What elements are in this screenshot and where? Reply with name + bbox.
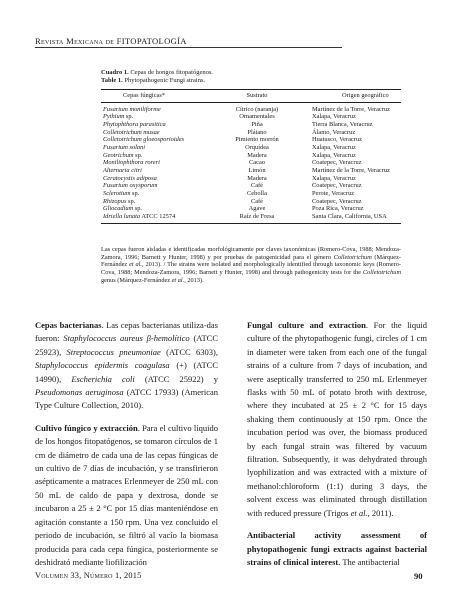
table-row — [101, 182, 401, 190]
cell-origin: Xalapa, Veracruz — [312, 151, 356, 159]
footnote-text: (Márquez-Fernández — [101, 253, 401, 269]
strain-name: Fusarium solani — [103, 143, 146, 151]
cell-strain — [101, 129, 216, 137]
strain-name: Rhizopus — [103, 197, 127, 205]
cell-substrate: Madera — [247, 151, 267, 159]
cell-strain — [101, 113, 216, 121]
body-text: (+) (ATCC 14990), — [35, 360, 219, 384]
strain-name: Moniliophthora roreri — [103, 159, 160, 167]
cell-substrate: Café — [250, 197, 264, 205]
body-text: (ATCC 17933) (American Type Culture Collection, 2010). — [35, 387, 218, 411]
cell-strain — [101, 144, 216, 152]
cell-origin: Coatepec, Veracruz — [312, 159, 362, 167]
cell-substrate: Cacao — [249, 159, 265, 167]
cell-substrate: Café — [250, 182, 264, 190]
caption-en-text: Phytopathogenic Fungi strains. — [122, 76, 206, 84]
body-text: (ATCC 6303), — [160, 346, 218, 357]
header-origin: Origen geográfico — [298, 90, 401, 103]
table-footnote — [101, 246, 401, 285]
caption-en-label: Table 1. — [101, 76, 123, 84]
cell-substrate: Cítrico (naranja) — [235, 105, 279, 113]
cell-origin: Coatepec, Veracruz — [312, 197, 362, 205]
footnote-text: genus (Márquez-Fernández — [101, 276, 172, 284]
footnote-etal: et al. — [171, 276, 185, 284]
header-rule — [35, 47, 342, 48]
cell-substrate: Orquídea — [245, 143, 269, 151]
footnote-text: , 2013). / The strains were isolated and morphologically identified through taxonomic keys (Romero-Cova, 1988; Mendoza-Zamora, 1996; Barnett y Hunter, 1998) and through pathogenicity tests for the — [101, 261, 401, 277]
right-column — [247, 319, 427, 578]
strain-name: Alternaria citri — [103, 166, 142, 174]
table-row — [101, 190, 401, 198]
species-name: Staphylococcus aureus β-hemolítico — [63, 333, 190, 344]
cell-strain — [101, 152, 216, 160]
strain-suffix: ATCC 12574 — [140, 212, 176, 220]
section-heading: Antibacterial activity assessment of phytopathogenic fungi extracts against bacterial strains of clinical interest — [247, 530, 427, 567]
cell-strain — [101, 182, 216, 190]
section-heading: Fungal culture and extraction — [247, 320, 366, 330]
table-row — [101, 152, 401, 160]
cell-origin: Martínez de la Torre, Veracruz — [312, 166, 390, 174]
body-text: (ATCC 25922) y — [134, 373, 218, 384]
table-caption — [101, 69, 401, 85]
table-row — [101, 159, 401, 167]
table-row — [101, 144, 401, 152]
strain-name: Phytophthora parasitica — [103, 120, 166, 128]
cell-strain — [101, 198, 216, 206]
footnote-genus: Colletotrichum — [362, 269, 401, 277]
table-row — [101, 136, 401, 144]
cell-origin: Xalapa, Veracruz — [312, 143, 356, 151]
cell-substrate: Cebolla — [247, 189, 267, 197]
strain-name: Colletotrichum musae — [103, 128, 160, 136]
journal-name-prefix: Revista Mexicana de — [35, 36, 117, 46]
cell-substrate: Raíz de Fresa — [216, 213, 298, 223]
body-text: . Las cepas bacterianas utiliza-das fueron: — [35, 320, 218, 344]
species-name: Staphylococcus epidermis coagulasa — [35, 360, 170, 371]
cell-substrate: Plátano — [247, 128, 267, 136]
cell-strain — [101, 159, 216, 167]
section-heading: Cultivo fúngico y extracción — [35, 422, 138, 433]
caption-english — [101, 77, 401, 85]
cell-origin: Perote, Veracruz — [312, 189, 355, 197]
footnote-text: , 2013). — [184, 276, 204, 284]
table-row — [101, 205, 401, 213]
paragraph-fungal-culture-es — [35, 422, 218, 569]
journal-name: FITOPATOLOGÍA — [116, 36, 187, 46]
cell-origin: Santa Clara, California, USA — [298, 213, 401, 223]
cell-origin: Martínez de la Torre, Veracruz — [312, 105, 390, 113]
cell-strain — [101, 213, 216, 223]
body-text: (ATCC 25923), — [35, 333, 218, 357]
cell-strain — [101, 205, 216, 213]
strain-suffix: sp. — [126, 197, 136, 205]
caption-spanish — [101, 69, 401, 77]
cell-origin: Coatepec, Veracruz — [312, 182, 362, 190]
cell-strain — [101, 136, 216, 144]
strain-suffix: sp. — [133, 151, 143, 159]
table-row — [101, 167, 401, 175]
cell-origin: Álamo, Veracruz — [312, 128, 356, 136]
fungi-strains-table — [101, 89, 401, 224]
cell-origin: Tierra Blanca, Veracruz — [312, 120, 373, 128]
cell-strain — [101, 121, 216, 129]
cell-origin: Poza Rica, Veracruz — [312, 205, 364, 213]
strain-name: Idriella lunata — [103, 212, 141, 220]
cell-substrate: Limón — [248, 166, 266, 174]
strain-name: Sclerotium — [103, 189, 131, 197]
cell-strain — [101, 102, 216, 113]
caption-es-label: Cuadro 1. — [101, 69, 129, 76]
cell-origin: Xalapa, Veracruz — [312, 113, 356, 121]
species-name: Streptococcus pneumoniae — [66, 346, 161, 357]
footnote-genus: Colletotrichum — [333, 253, 372, 261]
table-row — [101, 102, 401, 113]
cell-substrate: Madera — [247, 174, 267, 182]
strain-name: Fusarium oxysporum — [103, 182, 158, 190]
table-row — [101, 175, 401, 183]
strain-suffix: sp. — [133, 205, 143, 213]
strain-name: Ceratocystis adiposa — [103, 174, 157, 182]
running-head — [35, 36, 187, 46]
footnote-text: Las cepas fueron aisladas e identificadas morfológicamente por claves taxonómicas (Romero-Cova, 1988; Mendoza-Zamora, 1996; Barnett y Hunter, 1998) y por pruebas de patogenicidad para el género — [101, 246, 401, 261]
cell-origin: Xalapa, Veracruz — [312, 174, 356, 182]
species-name: Escherichia coli — [71, 373, 135, 384]
table-row — [101, 129, 401, 137]
header-strains: Cepas fúngicas* — [101, 90, 216, 103]
cell-substrate: Pimiento morrón — [235, 136, 279, 144]
section-heading: Cepas bacterianas — [35, 320, 102, 330]
paragraph-antibacterial — [247, 529, 427, 569]
strain-name: Colletotrichum gloeosporioides — [103, 136, 185, 144]
cell-strain — [101, 190, 216, 198]
body-text: . For the liquid culture of the phytopathogenic fungi, circles of 1 cm in diameter were taken from each one of the fungal strains of a culture from 7 days of incubation, and were aseptically transferred to 250 mL Erlenmeyer flasks with 50 mL of potato broth with dextrose, where they incubated at 25 ± 2 °C for 15 days shaking them continuously at 150 rpm. Once the incubation period was over, the biomass produced by each fungal strain was filtered by vacuum filtration. Subsequently, it was dehydrated through lyophilization and was extracted with a mixture of methanol:chloroform (1:1) during 3 days, the solvent excess was eliminated through distillation with reduced pressure (Trigos — [247, 320, 427, 518]
species-name: Pseudomonas aeruginosa — [35, 387, 124, 398]
caption-es-text: Cepas de hongos fitopatógenos. — [128, 69, 214, 76]
body-text: , 2011). — [367, 507, 394, 518]
footnote-etal: et al. — [129, 261, 143, 269]
header-substrate: Sustrato — [216, 90, 298, 103]
table-row — [101, 198, 401, 206]
page-number: 90 — [414, 571, 423, 581]
table-row — [101, 113, 401, 121]
cell-origin: Huatusco, Veracruz — [312, 136, 362, 144]
body-text: . Para el cultivo líquido de los hongos fitopatógenos, se tomaron círculos de 1 cm de diámetro de cada una de las cepas fúngicas de un cultivo de 7 días de incubación, y se transfirieron asépticamente a matraces Erlenmeyer de 250 mL con 50 mL de caldo de papa y dextrosa, donde se incubaron a 25 ± 2 °C por 15 días manteniéndose en agitación constante a 150 rpm. Una vez concluido el periodo de incubación, se filtró al vacío la biomasa producida para cada cepa fúngica, posteriormente se deshidrató mediante liofilización — [35, 422, 218, 567]
cell-strain — [101, 167, 216, 175]
strain-name: Fusarium moniliforme — [103, 105, 161, 113]
strain-name: Pythium — [103, 113, 125, 121]
strain-suffix: sp. — [124, 113, 134, 121]
body-text: . The antibacterial — [338, 556, 400, 567]
strain-name: Gliocadium — [103, 205, 134, 213]
table-row — [101, 121, 401, 129]
cell-substrate: Ornamentales — [239, 113, 275, 121]
left-column — [35, 319, 218, 578]
citation-etal: et al. — [350, 507, 368, 518]
strain-suffix: sp. — [130, 189, 140, 197]
footer-issue: Volumen 33, Número 1, 2015 — [35, 571, 142, 580]
cell-substrate: Agave — [248, 205, 266, 213]
table-header-row — [101, 90, 401, 103]
strain-name: Geotrichum — [103, 151, 134, 159]
cell-substrate: Piña — [251, 120, 263, 128]
table-row — [101, 213, 401, 223]
cell-strain — [101, 175, 216, 183]
paragraph-fungal-culture-en — [247, 319, 427, 520]
paragraph-bacterial-strains — [35, 319, 218, 413]
